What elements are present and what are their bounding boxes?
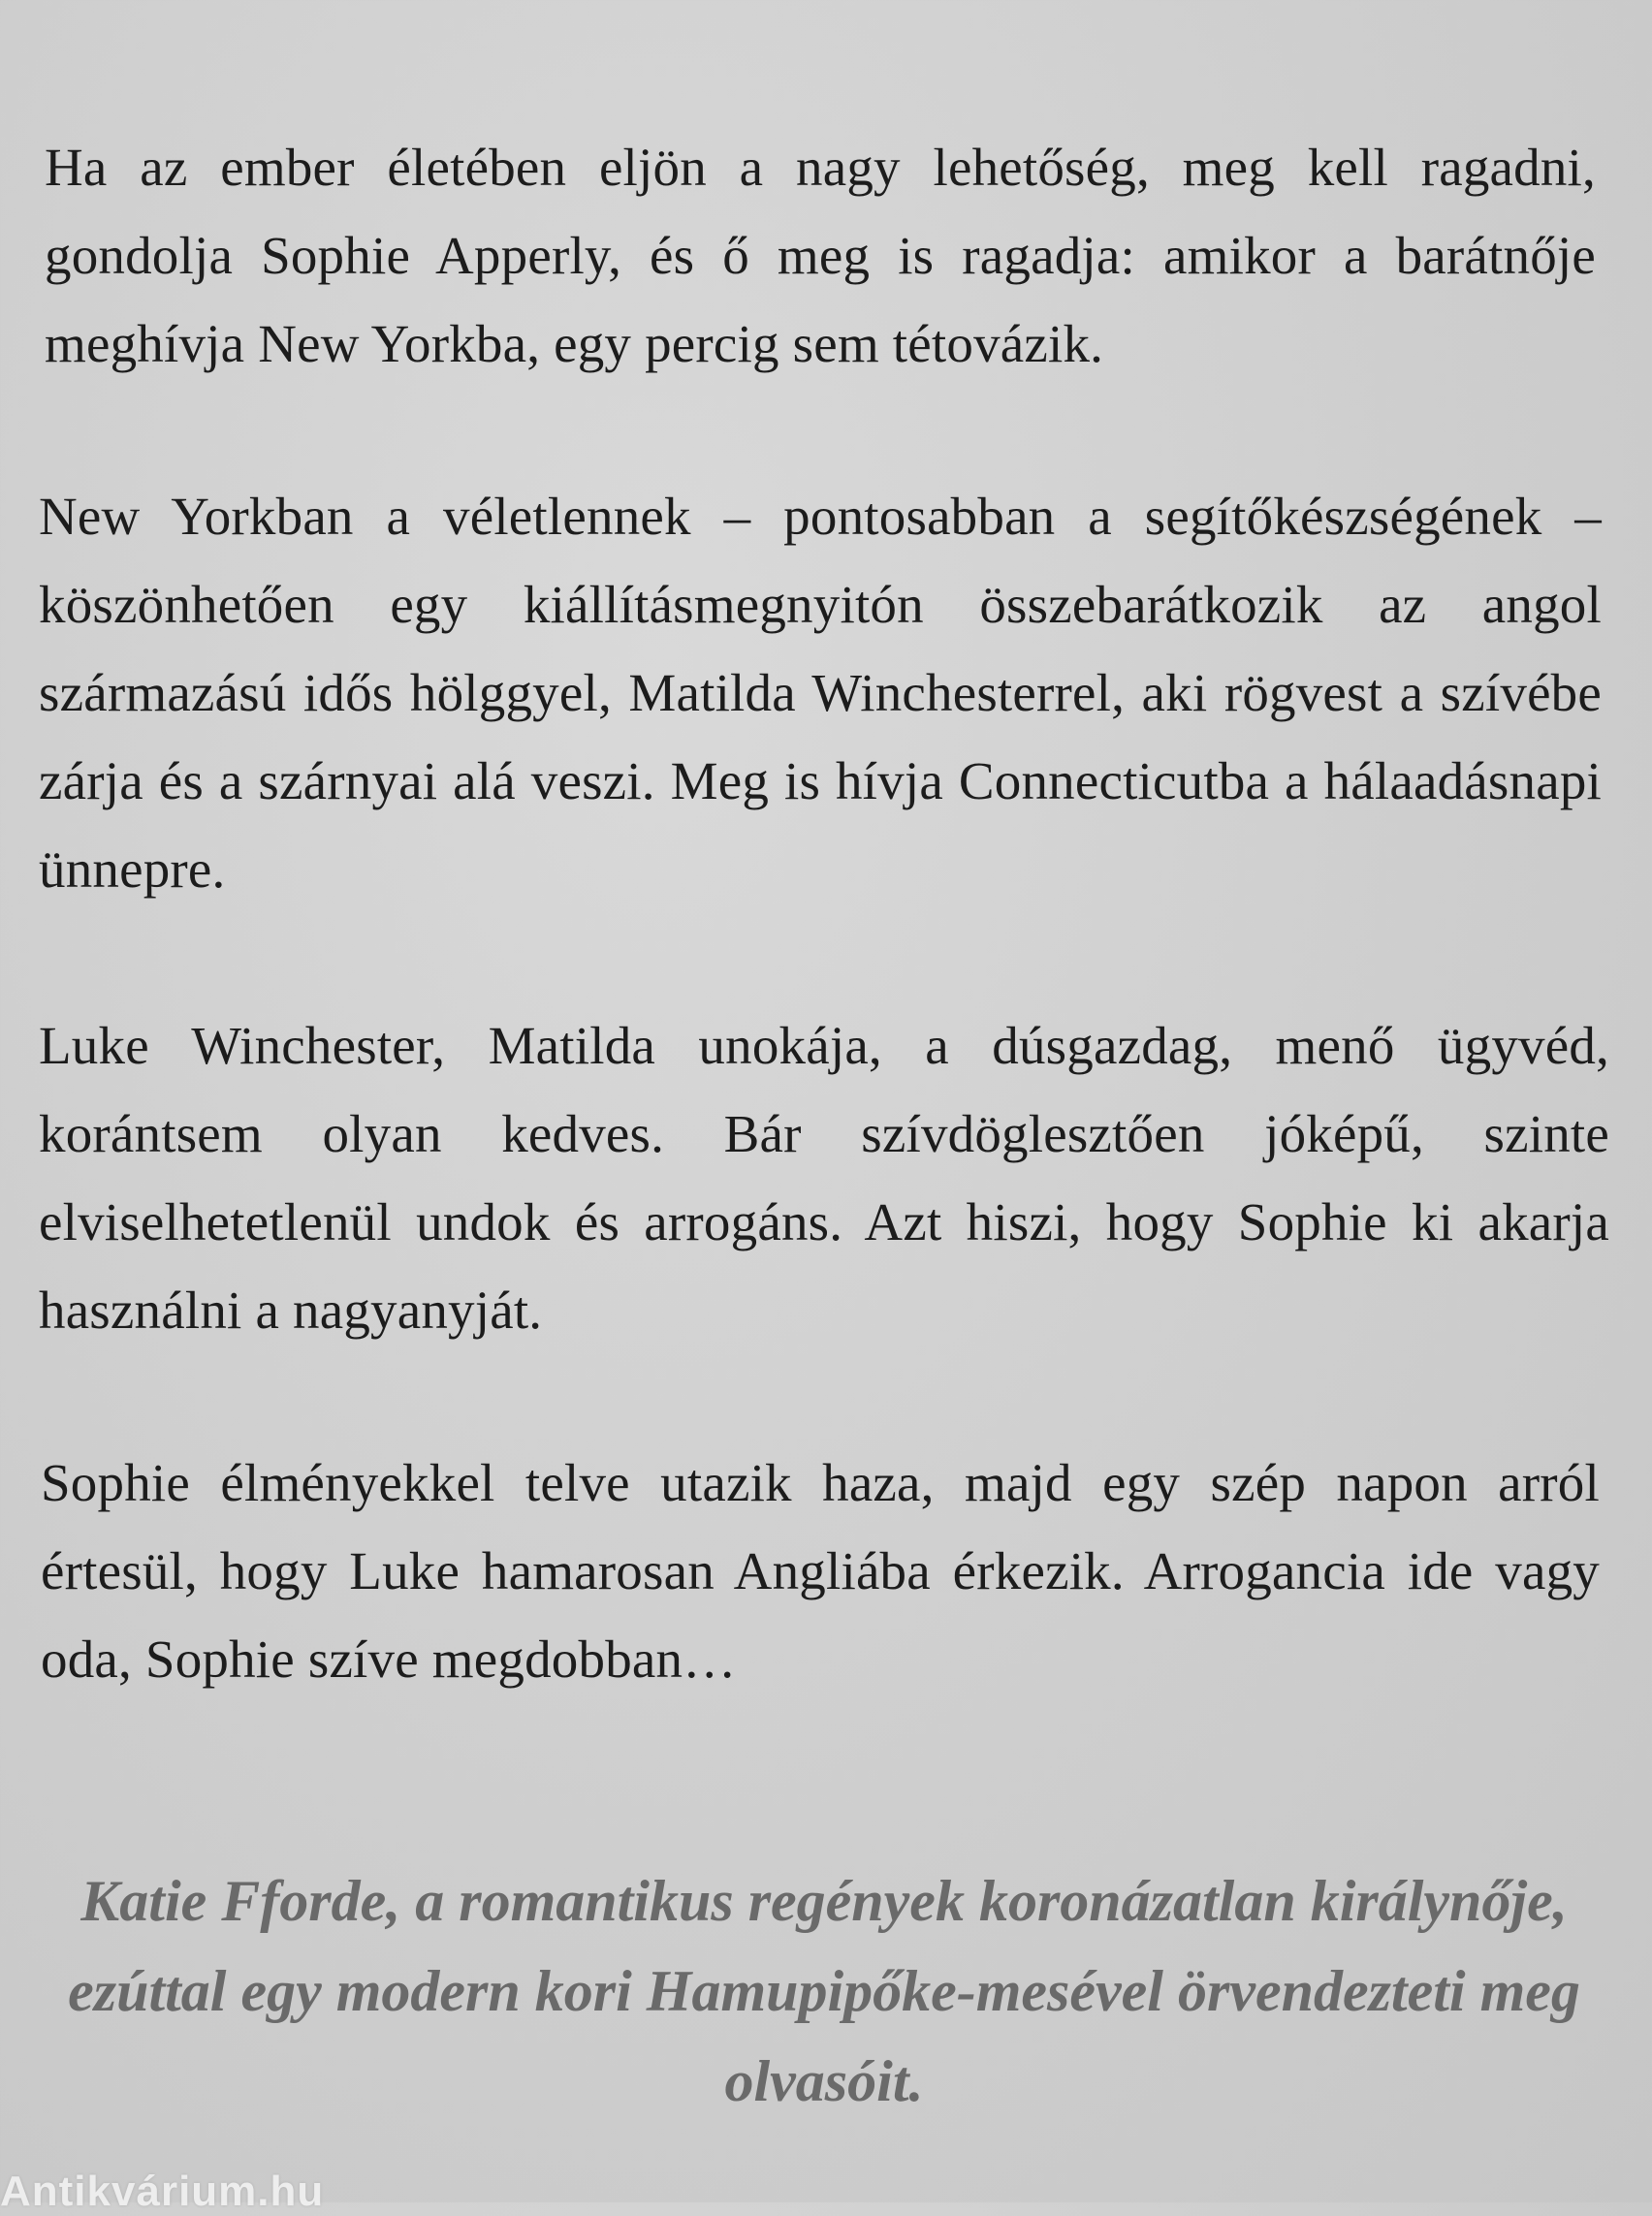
blurb-paragraph-3: Luke Winchester, Matilda unokája, a dúsgazdag, menő ügyvéd, korántsem olyan kedves. Bár szívdöglesztően jóképű, szinte elviselhetetlenül undok és arrogáns. Azt hiszi, hogy Sophie ki akarja használni a nagyanyját.	[39, 1016, 1609, 1340]
blurb-paragraph-2: New Yorkban a véletlennek – pontosabban a segítőkészségének – köszönhetően egy kiállításmegnyitón összebarátkozik az angol származású idős hölggyel, Matilda Winchesterrel, aki rögvest a szívébe zárja és a szárnyai alá veszi. Meg is hívja Connecticutba a hálaadásnapi ünnepre.	[39, 487, 1602, 899]
author-tagline: Katie Fforde, a romantikus regények koronázatlan királynője, ezúttal egy modern kori Hamupipőke-mesével örvendezteti meg olvasóit.	[68, 1869, 1580, 2113]
blurb-paragraph-4: Sophie élményekkel telve utazik haza, majd egy szép napon arról értesül, hogy Luke hamarosan Angliába érkezik. Arrogancia ide vagy oda, Sophie szíve megdobban…	[41, 1453, 1600, 1689]
watermark: Antikvárium.hu	[0, 2168, 325, 2215]
blurb-paragraph-1: Ha az ember életében eljön a nagy lehetőség, meg kell ragadni, gondolja Sophie Apperly, és ő meg is ragadja: amikor a barátnője meghívja New Yorkba, egy percig sem tétovázik.	[45, 138, 1596, 373]
